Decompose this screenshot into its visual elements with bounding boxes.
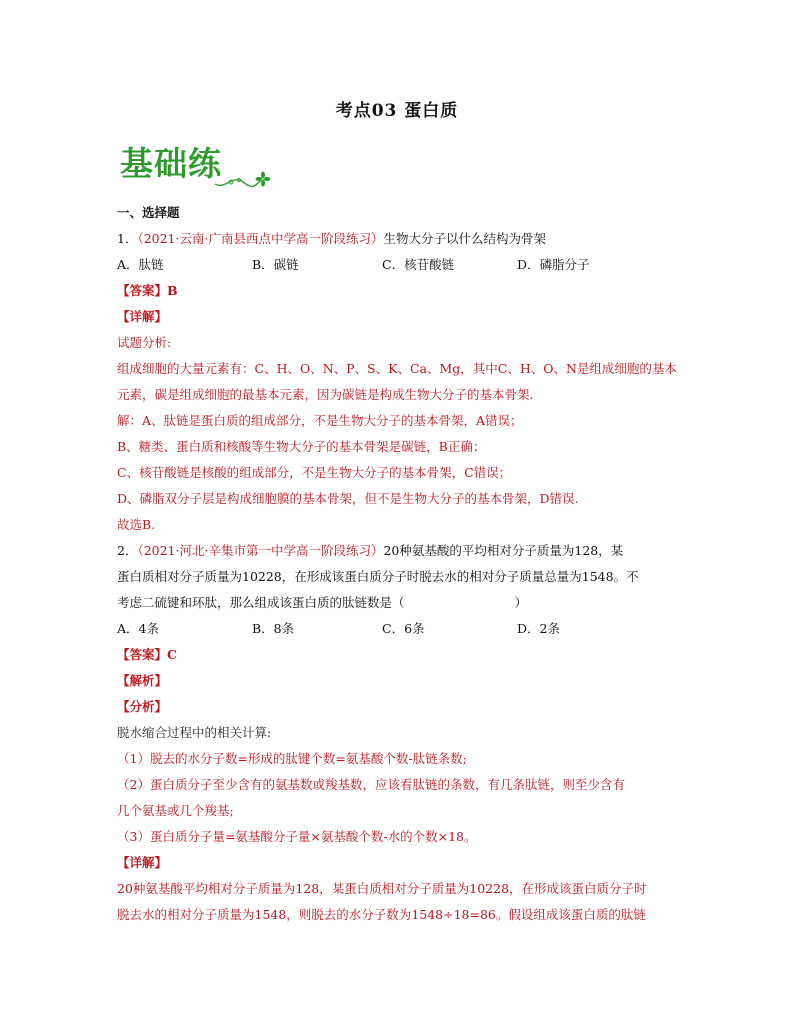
q2-analysis-line: 几个氨基或几个羧基; bbox=[117, 803, 234, 818]
q2-analysis-line: （1）脱去的水分子数=形成的肽键个数=氨基酸个数-肽链条数; bbox=[117, 751, 467, 766]
q2-option-c: C．6条 bbox=[382, 621, 425, 636]
q2-analysis-line: （3）蛋白质分子量=氨基酸分子量×氨基酸个数-水的个数×18。 bbox=[117, 829, 477, 844]
question-content bbox=[117, 200, 687, 928]
q1-number: 1． bbox=[117, 231, 138, 246]
basic-practice-banner bbox=[118, 138, 278, 194]
question-1-stem bbox=[117, 226, 687, 252]
q2-analysis-title: 脱水缩合过程中的相关计算: bbox=[117, 725, 272, 740]
q1-conclusion: 故选B. bbox=[117, 517, 156, 532]
q2-stem-line-last bbox=[117, 590, 687, 616]
q1-option-c: C．核苷酸链 bbox=[382, 257, 455, 272]
q2-options bbox=[117, 616, 687, 642]
q2-stem-text: 考虑二硫键和环肽，那么组成该蛋白质的肽链数是（ bbox=[117, 595, 405, 610]
section-heading: 一、选择题 bbox=[117, 205, 180, 220]
vine-flower-icon bbox=[213, 166, 273, 192]
q1-option-b: B．碳链 bbox=[252, 257, 299, 272]
q2-detail-line: 20种氨基酸平均相对分子质量为128，某蛋白质相对分子质量为10228，在形成该蛋白质分子时 bbox=[117, 881, 647, 896]
q2-stem-line: 20种氨基酸的平均相对分子质量为128，某 bbox=[383, 543, 624, 558]
q2-option-a: A．4条 bbox=[117, 621, 159, 636]
q2-answer bbox=[117, 642, 687, 668]
q1-option-a: A．肽链 bbox=[117, 257, 164, 272]
q2-stem-close: ） bbox=[514, 595, 528, 610]
q1-option-d: D．磷脂分子 bbox=[517, 257, 590, 272]
q2-stem-line: 蛋白质相对分子质量为10228，在形成该蛋白质分子时脱去水的相对分子质量总量为1548。不 bbox=[117, 569, 639, 584]
q2-number: 2． bbox=[117, 543, 138, 558]
q1-analysis-line: 元素，碳是组成细胞的最基本元素，因为碳链是构成生物大分子的基本骨架. bbox=[117, 387, 534, 402]
q1-analysis-line: D、磷脂双分子层是构成细胞膜的基本骨架，但不是生物大分子的基本骨架，D错误. bbox=[117, 491, 579, 506]
q2-analysis-line: （2）蛋白质分子至少含有的氨基数或羧基数，应该看肽链的条数，有几条肽链，则至少含有 bbox=[117, 777, 625, 792]
q2-option-d: D．2条 bbox=[517, 621, 560, 636]
question-2-stem bbox=[117, 538, 687, 564]
q1-answer bbox=[117, 278, 687, 304]
q1-analysis-line: 组成细胞的大量元素有：C、H、O、N、P、S、K、Ca、Mg，其中C、H、O、N是组成细胞的基本 bbox=[117, 361, 677, 376]
q1-stem-text: 生物大分子以什么结构为骨架 bbox=[383, 231, 546, 246]
q1-analysis-title: 试题分析: bbox=[117, 335, 172, 350]
q2-source: （2021·河北·辛集市第一中学高一阶段练习） bbox=[137, 543, 384, 558]
q2-analysis-label: 【分析】 bbox=[117, 699, 168, 714]
q1-answer-label: 【答案】 bbox=[117, 283, 168, 298]
q1-analysis-line: 解：A、肽链是蛋白质的组成部分，不是生物大分子的基本骨架，A错误； bbox=[117, 413, 523, 428]
banner-text: 基础练 bbox=[120, 144, 222, 183]
q2-answer-value: C bbox=[167, 647, 177, 662]
q1-detail-label: 【详解】 bbox=[117, 309, 168, 324]
q2-detail-label: 【详解】 bbox=[117, 855, 168, 870]
q1-analysis-line: C、核苷酸链是核酸的组成部分，不是生物大分子的基本骨架，C错误； bbox=[117, 465, 512, 480]
q2-answer-label: 【答案】 bbox=[117, 647, 168, 662]
q2-parse-label: 【解析】 bbox=[117, 673, 168, 688]
q1-options bbox=[117, 252, 687, 278]
q1-answer-value: B bbox=[167, 283, 178, 298]
q1-analysis-line: B、糖类、蛋白质和核酸等生物大分子的基本骨架是碳链，B正确； bbox=[117, 439, 486, 454]
q1-source: （2021·云南·广南县西点中学高一阶段练习） bbox=[137, 231, 384, 246]
q2-detail-line: 脱去水的相对分子质量为1548，则脱去的水分子数为1548÷18=86。假设组成该蛋白质的肽链 bbox=[117, 907, 646, 922]
page-title: 考点03 蛋白质 bbox=[335, 101, 459, 121]
q2-option-b: B．8条 bbox=[252, 621, 295, 636]
